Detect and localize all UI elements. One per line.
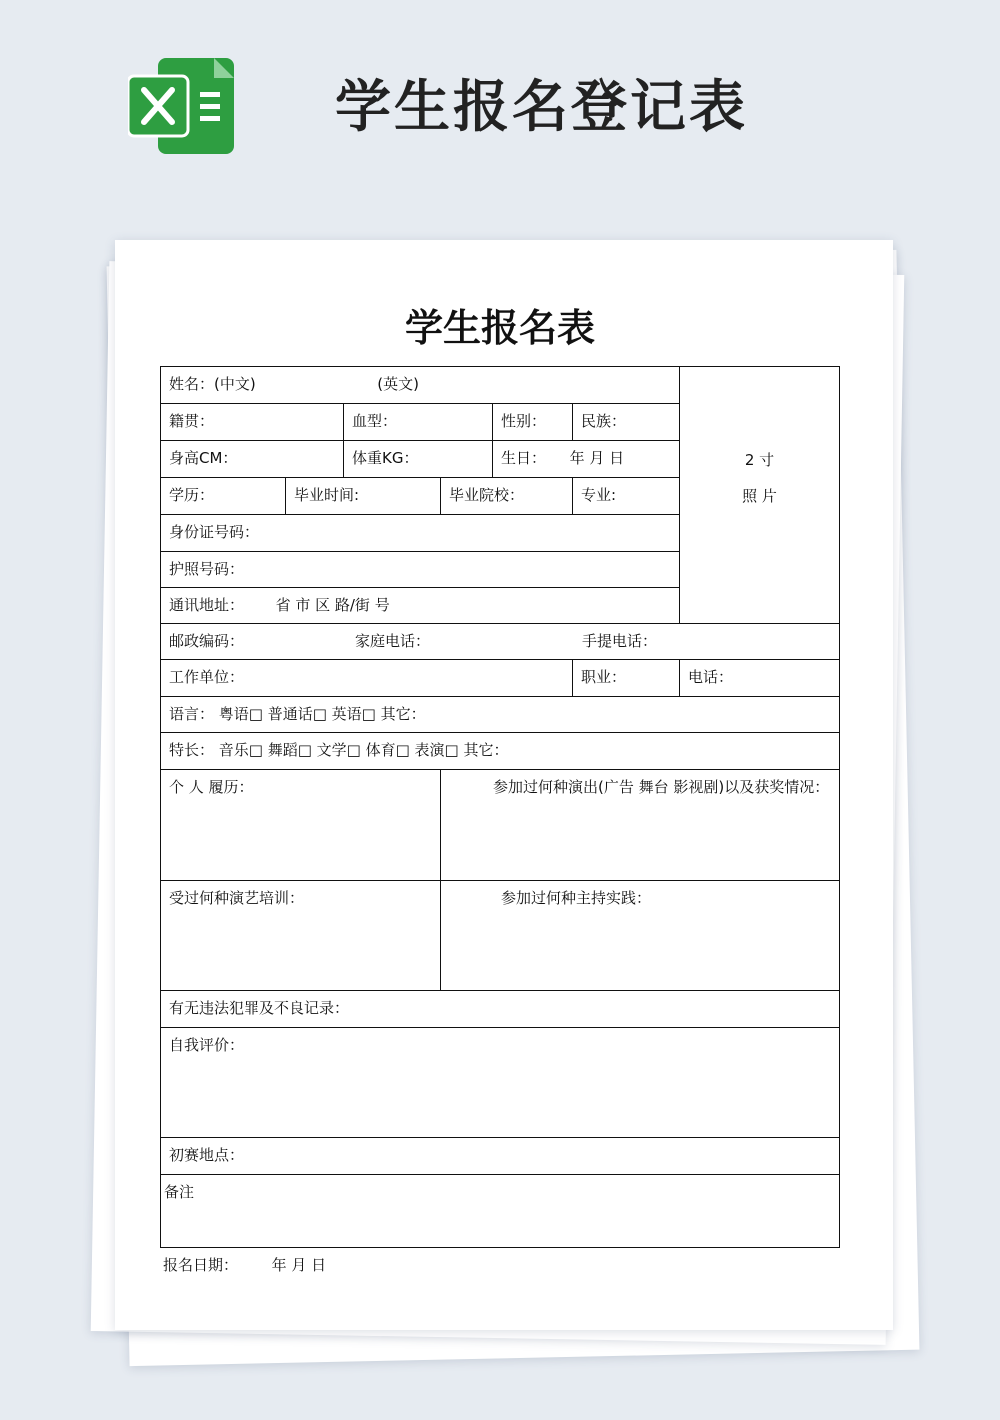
origin-field[interactable]: 籍贯： xyxy=(161,404,344,441)
resume-box[interactable]: 个 人 履历： xyxy=(161,770,441,881)
weight-field[interactable]: 体重KG： xyxy=(344,441,493,478)
postcode-label: 邮政编码： xyxy=(169,632,245,650)
registration-date xyxy=(163,1254,326,1275)
passport-field[interactable]: 护照号码： xyxy=(161,552,680,588)
major-field[interactable]: 专业: xyxy=(573,478,680,515)
name-cn-label: 姓名：(中文) xyxy=(169,375,256,393)
mobile-label: 手提电话： xyxy=(582,632,658,650)
performance-box[interactable]: 参加过何种演出(广告 舞台 影视剧)以及获奖情况： xyxy=(441,770,839,881)
page-title: 学生报名登记表 xyxy=(335,75,748,140)
training-box[interactable]: 受过何种演艺培训： xyxy=(161,881,441,991)
photo-box[interactable] xyxy=(680,367,839,624)
grad-time-field[interactable]: 毕业时间: xyxy=(286,478,441,515)
height-field[interactable]: 身高CM： xyxy=(161,441,344,478)
address-label: 通讯地址： xyxy=(169,596,245,614)
birthday-label: 生日： xyxy=(501,449,547,467)
name-en-label: (英文) xyxy=(377,375,419,393)
date-ymd: 年 月 日 xyxy=(271,1256,327,1274)
birthday-ymd: 年 月 日 xyxy=(569,449,625,467)
excel-icon xyxy=(128,58,234,154)
phone-field[interactable]: 电话： xyxy=(680,660,839,697)
photo-size-label: 2 寸 xyxy=(744,451,775,469)
id-number-field[interactable]: 身份证号码： xyxy=(161,515,680,552)
ethnic-field[interactable]: 民族： xyxy=(573,404,680,441)
language-field[interactable]: 语言： 粤语□ 普通话□ 英语□ 其它： xyxy=(161,697,839,733)
home-phone-label: 家庭电话： xyxy=(355,632,431,650)
address-field[interactable] xyxy=(161,588,680,624)
date-label: 报名日期： xyxy=(163,1256,239,1274)
remarks-box[interactable]: 备注 xyxy=(164,1183,195,1201)
grad-school-field[interactable]: 毕业院校： xyxy=(441,478,573,515)
birthday-field[interactable] xyxy=(493,441,680,478)
self-evaluation-box[interactable]: 自我评价： xyxy=(161,1028,839,1138)
talent-field[interactable]: 特长： 音乐□ 舞蹈□ 文学□ 体育□ 表演□ 其它： xyxy=(161,733,839,770)
education-field[interactable]: 学历： xyxy=(161,478,286,515)
workplace-field[interactable]: 工作单位： xyxy=(161,660,573,697)
registration-form xyxy=(160,366,840,1248)
contact-row[interactable] xyxy=(161,624,839,660)
job-field[interactable]: 职业： xyxy=(573,660,680,697)
name-field[interactable] xyxy=(161,367,680,404)
form-title: 学生报名表 xyxy=(404,306,595,350)
venue-field[interactable]: 初赛地点： xyxy=(161,1138,839,1175)
blood-field[interactable]: 血型： xyxy=(344,404,493,441)
gender-field[interactable]: 性别： xyxy=(493,404,573,441)
address-parts: 省 市 区 路/街 号 xyxy=(275,596,390,614)
record-field[interactable]: 有无违法犯罪及不良记录： xyxy=(161,991,839,1028)
hosting-box[interactable]: 参加过何种主持实践： xyxy=(441,881,839,991)
photo-label: 照 片 xyxy=(742,487,777,505)
